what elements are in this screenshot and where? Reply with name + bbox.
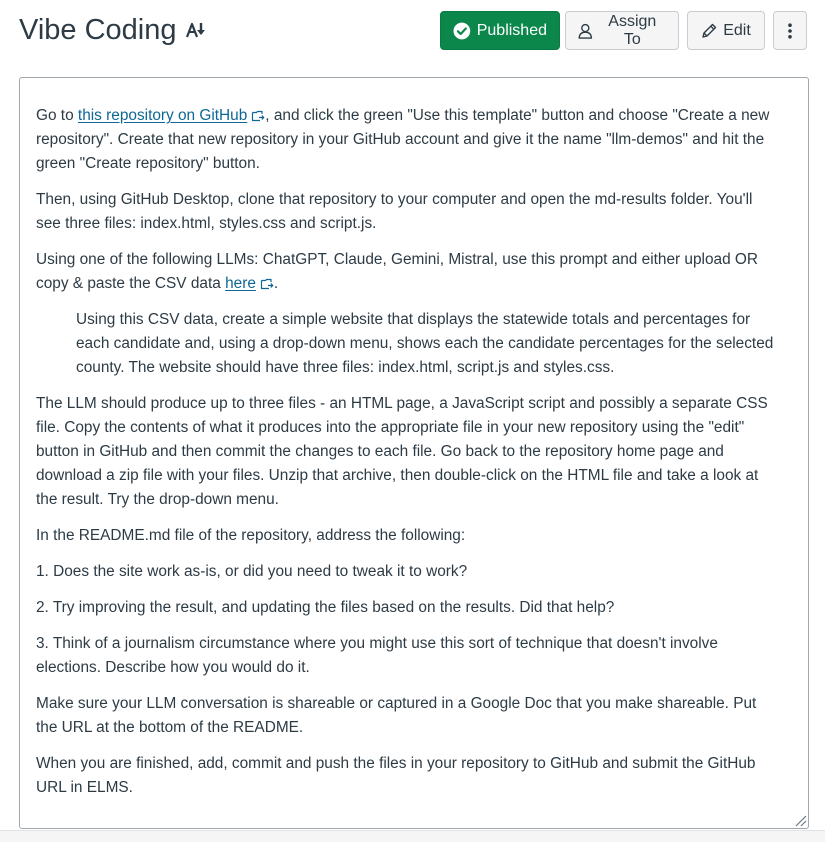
prompt-blockquote — [36, 308, 792, 380]
paragraph-template-instructions — [36, 104, 792, 176]
external-link-icon — [260, 277, 274, 290]
bottom-bar — [0, 830, 825, 842]
question-2: 2. Try improving the result, and updating the files based on the results. Did that help? — [36, 599, 615, 616]
resize-handle-icon[interactable] — [793, 813, 807, 827]
text-segment: Go to — [36, 107, 78, 124]
paragraph-share-instructions — [36, 692, 792, 740]
text-segment: copy & paste the CSV data — [36, 275, 226, 292]
more-options-button[interactable] — [773, 11, 807, 50]
text-segment: green "Create repository" button. — [36, 155, 260, 172]
page-title: Vibe Coding — [19, 14, 177, 46]
assignment-description — [19, 77, 809, 829]
text-segment: Then, using GitHub Desktop, clone that repository to your computer and open the md-results folder. You'll — [36, 191, 753, 208]
paragraph-clone-instructions — [36, 188, 792, 236]
text-direction-icon[interactable] — [185, 20, 207, 40]
csv-data-link[interactable]: here — [225, 275, 256, 292]
text-segment: When you are finished, add, commit and push the files in your repository to GitHub and submit the GitHub — [36, 755, 756, 772]
paragraph-llm-instructions — [36, 248, 792, 296]
pencil-icon — [701, 23, 717, 39]
text-segment: repository". Create that new repository in your GitHub account and give it the name "llm-demos" and hit the — [36, 131, 765, 148]
question-3 — [36, 632, 792, 680]
text-segment: Using one of the following LLMs: ChatGPT, Claude, Gemini, Mistral, use this prompt and either upload OR — [36, 251, 758, 268]
question-1: 1. Does the site work as-is, or did you need to tweak it to work? — [36, 563, 468, 580]
text-segment: download a zip file with your files. Unzip that archive, then double-click on the HTML file and take a look at — [36, 467, 759, 484]
text-segment: The LLM should produce up to three files - an HTML page, a JavaScript script and possibly a separate CSS — [36, 395, 768, 412]
github-repository-link[interactable]: this repository on GitHub — [77, 107, 248, 124]
text-segment: the result. Try the drop-down menu. — [36, 491, 279, 508]
text-segment: . — [273, 275, 279, 292]
text-segment: 3. Think of a journalism circumstance where you might use this sort of technique that doesn't involve — [36, 635, 718, 652]
check-circle-icon — [453, 22, 471, 40]
text-segment: file. Copy the contents of what it produces into the appropriate file in your new repository using the "edit" — [36, 419, 745, 436]
edit-button[interactable] — [687, 11, 765, 50]
text-segment: each candidate and, using a drop-down menu, shows each the candidate percentages for the selected — [76, 335, 774, 352]
text-segment: URL in ELMS. — [36, 779, 133, 796]
paragraph-readme-intro: In the README.md file of the repository, address the following: — [36, 527, 466, 544]
user-icon — [578, 23, 593, 39]
edit-label: Edit — [723, 21, 751, 39]
text-segment: , and click the green "Use this template" button and choose "Create a new — [265, 107, 770, 124]
paragraph-submit-instructions — [36, 752, 792, 800]
vertical-ellipsis-icon — [788, 23, 792, 39]
external-link-icon — [251, 109, 265, 122]
text-segment: the URL at the bottom of the README. — [36, 719, 304, 736]
paragraph-output-instructions — [36, 392, 792, 512]
text-segment: Make sure your LLM conversation is shareable or captured in a Google Doc that you make shareable. Put — [36, 695, 757, 712]
text-segment: see three files: index.html, styles.css and script.js. — [36, 215, 377, 232]
published-label: Published — [476, 21, 547, 39]
text-segment: button in GitHub and then commit the changes to each file. Go back to the repository home page and — [36, 443, 724, 460]
text-segment: Using this CSV data, create a simple website that displays the statewide totals and percentages for — [76, 311, 751, 328]
text-segment: county. The website should have three files: index.html, script.js and styles.css. — [76, 359, 615, 376]
text-segment: elections. Describe how you would do it. — [36, 659, 310, 676]
published-button[interactable] — [440, 11, 560, 50]
page-header — [0, 0, 825, 62]
assign-to-label: Assign To — [608, 12, 657, 48]
assign-to-button[interactable] — [565, 11, 679, 50]
